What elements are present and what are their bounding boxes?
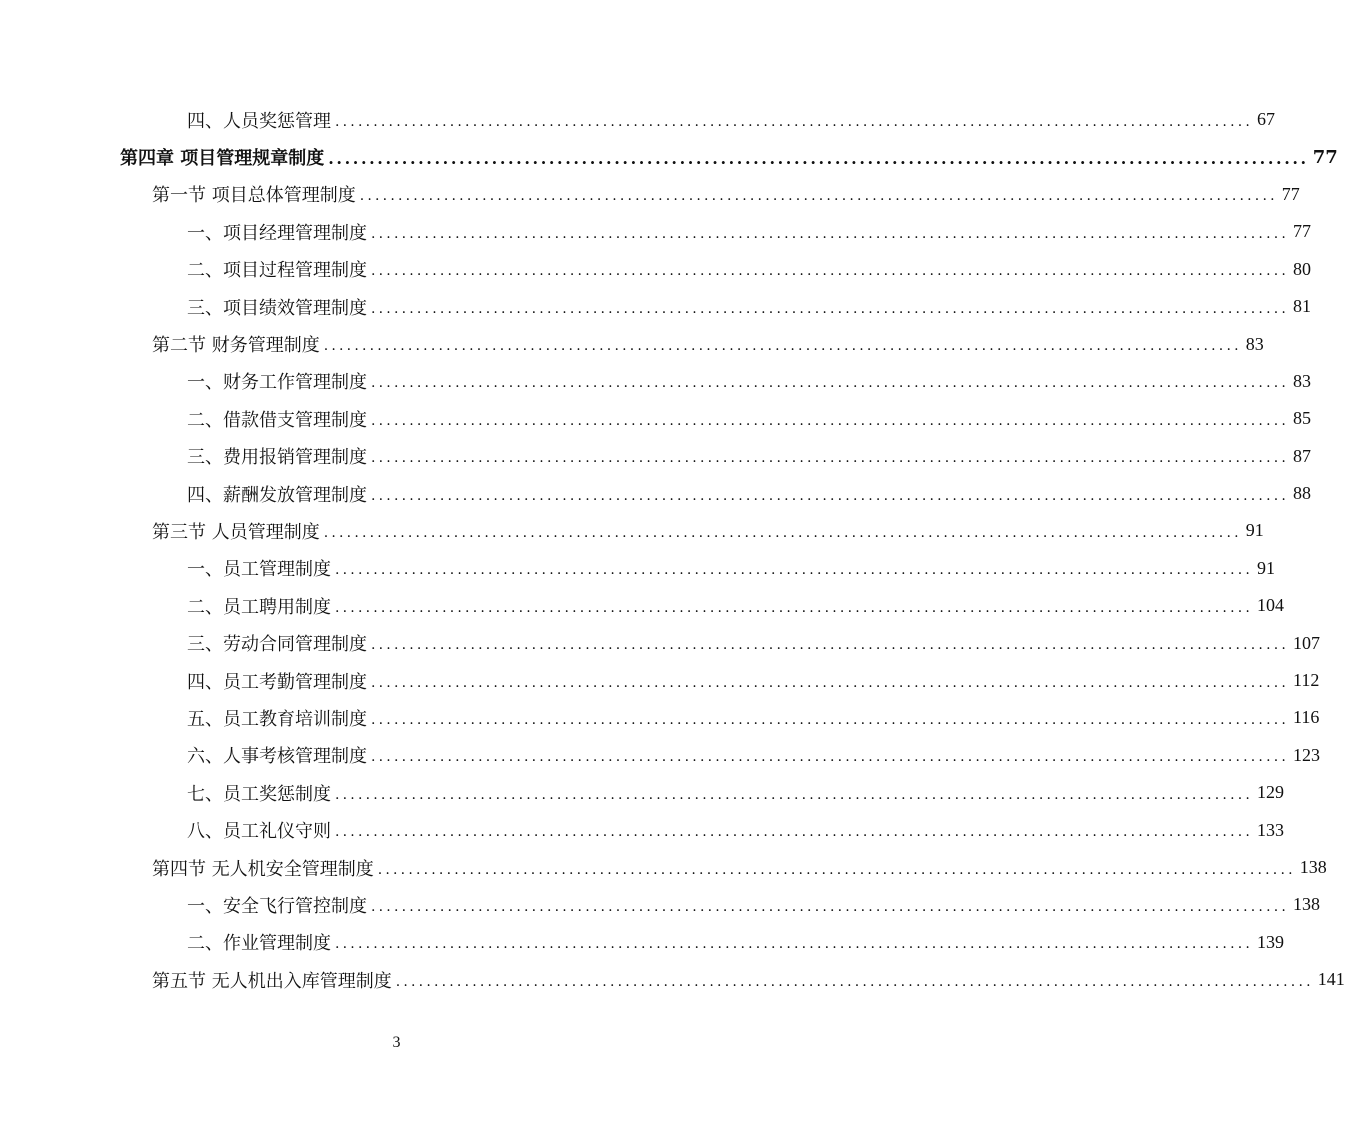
toc-subsection-entry[interactable] <box>0 251 1312 288</box>
toc-page-number: 104 <box>1257 595 1285 616</box>
toc-entry-label: 第二节 财务管理制度 <box>152 335 320 357</box>
toc-subsection-entry[interactable] <box>0 213 1312 250</box>
toc-dot-leader: ........................................................................................................................ <box>371 637 1290 654</box>
toc-dot-leader: ........................................................................................................................ <box>328 149 1309 169</box>
toc-page-number: 141 <box>1317 969 1345 990</box>
toc-entry-label: 四、人员奖惩管理 <box>187 110 331 132</box>
toc-subsection-entry[interactable] <box>0 400 1312 437</box>
toc-entry-label: 第一节 项目总体管理制度 <box>152 185 356 207</box>
toc-dot-leader: ........................................................................................................................ <box>371 749 1290 766</box>
toc-dot-leader: ........................................................................................................................ <box>359 188 1278 205</box>
toc-dot-leader: ........................................................................................................................ <box>377 861 1296 878</box>
toc-page-number: 112 <box>1293 670 1320 691</box>
toc-entry-label: 四、员工考勤管理制度 <box>187 671 367 693</box>
toc-page-number: 81 <box>1293 296 1312 317</box>
toc-entry-label: 一、项目经理管理制度 <box>187 222 367 244</box>
toc-page-number: 123 <box>1293 744 1321 765</box>
toc-entry-label: 一、员工管理制度 <box>187 559 331 581</box>
toc-page-number: 91 <box>1257 557 1276 578</box>
toc-subsection-entry[interactable] <box>0 737 1321 774</box>
toc-dot-leader: ........................................................................................................................ <box>323 524 1242 541</box>
toc-entry-label: 八、员工礼仪守则 <box>187 821 331 843</box>
toc-dot-leader: ........................................................................................................................ <box>335 936 1254 953</box>
toc-page-number: 85 <box>1293 408 1312 429</box>
toc-entry-label: 五、员工教育培训制度 <box>187 708 367 730</box>
toc-page-number: 67 <box>1257 109 1276 130</box>
toc-dot-leader: ........................................................................................................................ <box>371 711 1290 728</box>
toc-dot-leader: ........................................................................................................................ <box>335 824 1254 841</box>
toc-subsection-entry[interactable] <box>0 101 1276 138</box>
toc-entry-label: 二、作业管理制度 <box>187 933 331 955</box>
toc-entry-label: 四、薪酬发放管理制度 <box>187 484 367 506</box>
toc-dot-leader: ........................................................................................................................ <box>335 786 1254 803</box>
toc-dot-leader: ........................................................................................................................ <box>371 898 1290 915</box>
toc-entry-label: 三、项目绩效管理制度 <box>187 297 367 319</box>
toc-entry-label: 三、费用报销管理制度 <box>187 447 367 469</box>
toc-subsection-entry[interactable] <box>0 587 1285 624</box>
toc-entry-label: 一、财务工作管理制度 <box>187 372 367 394</box>
toc-dot-leader: ........................................................................................................................ <box>335 599 1254 616</box>
toc-dot-leader: ........................................................................................................................ <box>371 674 1290 691</box>
toc-entry-label: 三、劳动合同管理制度 <box>187 634 367 656</box>
toc-subsection-entry[interactable] <box>0 662 1320 699</box>
toc-entry-label: 二、借款借支管理制度 <box>187 409 367 431</box>
toc-section-entry[interactable] <box>0 176 1300 213</box>
toc-subsection-entry[interactable] <box>0 924 1285 961</box>
toc-section-entry[interactable] <box>0 849 1327 886</box>
toc-page-number: 88 <box>1293 483 1312 504</box>
toc-subsection-entry[interactable] <box>0 363 1312 400</box>
toc-subsection-entry[interactable] <box>0 475 1312 512</box>
toc-section-entry[interactable] <box>0 325 1264 362</box>
toc-entry-label: 第四章 项目管理规章制度 <box>120 148 325 170</box>
toc-dot-leader: ........................................................................................................................ <box>323 338 1242 355</box>
toc-dot-leader: ........................................................................................................................ <box>371 263 1290 280</box>
toc-subsection-entry[interactable] <box>0 288 1312 325</box>
toc-page-number: 139 <box>1257 931 1285 952</box>
toc-page-number: 87 <box>1293 445 1312 466</box>
page-number: 3 <box>392 1034 401 1051</box>
toc-subsection-entry[interactable] <box>0 550 1276 587</box>
toc-page-number: 138 <box>1299 857 1327 877</box>
toc-subsection-entry[interactable] <box>0 624 1321 661</box>
toc-dot-leader: ........................................................................................................................ <box>371 300 1290 317</box>
toc-page-number: 77 <box>1312 146 1338 168</box>
toc-page-number: 129 <box>1257 782 1285 803</box>
toc-entry-label: 第五节 无人机出入库管理制度 <box>152 970 392 992</box>
toc-dot-leader: ........................................................................................................................ <box>371 375 1290 392</box>
toc-page-number: 138 <box>1293 894 1321 915</box>
toc-page-number: 107 <box>1293 632 1321 653</box>
toc-entry-label: 二、项目过程管理制度 <box>187 260 367 282</box>
toc-dot-leader: ........................................................................................................................ <box>371 450 1290 467</box>
toc-entry-label: 七、员工奖惩制度 <box>187 783 331 805</box>
toc-dot-leader: ........................................................................................................................ <box>335 113 1254 130</box>
toc-subsection-entry[interactable] <box>0 886 1321 923</box>
toc-dot-leader: ........................................................................................................................ <box>335 562 1254 579</box>
toc-section-entry[interactable] <box>0 512 1264 549</box>
toc-dot-leader: ........................................................................................................................ <box>395 973 1314 990</box>
toc-page-number: 80 <box>1293 258 1312 279</box>
table-of-contents <box>0 101 1345 998</box>
toc-section-entry[interactable] <box>0 961 1345 998</box>
toc-subsection-entry[interactable] <box>0 699 1320 736</box>
toc-subsection-entry[interactable] <box>0 811 1285 848</box>
toc-dot-leader: ........................................................................................................................ <box>371 412 1290 429</box>
toc-entry-label: 六、人事考核管理制度 <box>187 746 367 768</box>
toc-page-number: 116 <box>1293 707 1320 728</box>
toc-entry-label: 第四节 无人机安全管理制度 <box>152 858 374 880</box>
toc-page-number: 83 <box>1245 333 1264 354</box>
toc-entry-label: 二、员工聘用制度 <box>187 596 331 618</box>
toc-page-number: 77 <box>1293 221 1312 242</box>
toc-page-number: 133 <box>1257 819 1285 840</box>
toc-page-number: 77 <box>1281 183 1300 204</box>
toc-subsection-entry[interactable] <box>0 438 1312 475</box>
toc-chapter-entry[interactable] <box>0 138 1338 175</box>
toc-page-number: 91 <box>1245 520 1264 541</box>
toc-page-number: 83 <box>1293 370 1312 391</box>
toc-entry-label: 第三节 人员管理制度 <box>152 521 320 543</box>
toc-subsection-entry[interactable] <box>0 774 1285 811</box>
toc-dot-leader: ........................................................................................................................ <box>371 487 1290 504</box>
toc-entry-label: 一、安全飞行管控制度 <box>187 895 367 917</box>
toc-dot-leader: ........................................................................................................................ <box>371 225 1290 242</box>
